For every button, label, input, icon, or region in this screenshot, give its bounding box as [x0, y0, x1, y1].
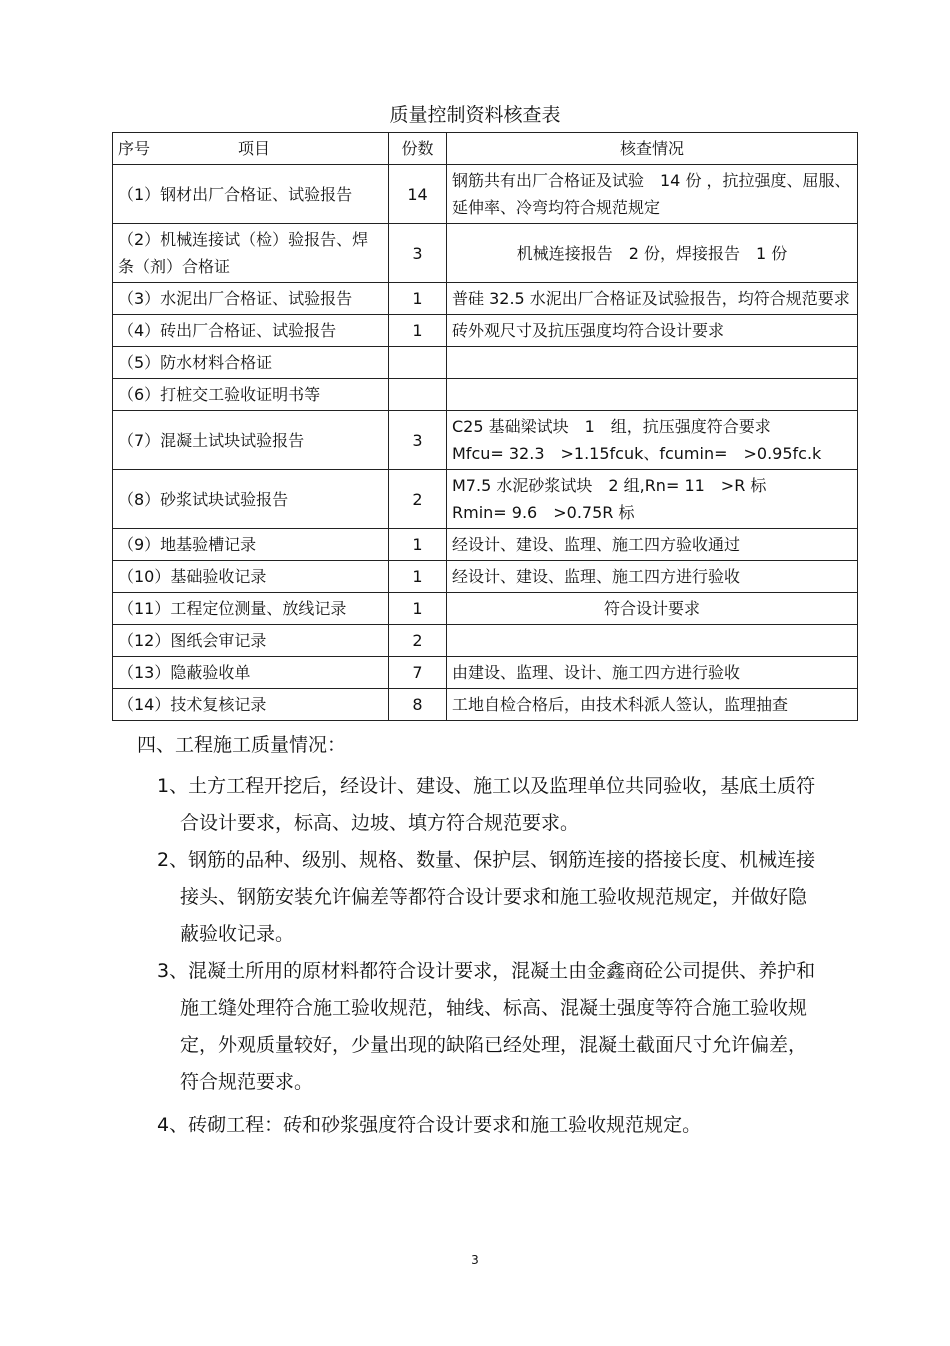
status-line: Mfcu= 32.3 >1.15fcuk、fcumin= >0.95fc.k: [452, 444, 822, 463]
count-cell: 1: [389, 315, 447, 347]
header-item: 项目: [238, 139, 271, 158]
paragraph-text: 钢筋的品种、级别、规格、数量、保护层、钢筋连接的搭接长度、机械连接接头、钢筋安装允许偏差等都符合设计要求和施工验收规范规定，并做好隐蔽验收记录。: [180, 849, 816, 945]
status-line: M7.5 水泥砂浆试块 2 组,Rn= 11 >R 标: [452, 476, 767, 495]
table-row: [113, 657, 858, 689]
status-cell: [447, 379, 858, 411]
item-cell: （1）钢材出厂合格证、试验报告: [113, 165, 389, 224]
table-row: [113, 470, 858, 529]
count-cell: 3: [389, 224, 447, 283]
count-cell: 1: [389, 283, 447, 315]
count-cell: [389, 379, 447, 411]
paragraph-text: 砖砌工程：砖和砂浆强度符合设计要求和施工验收规范规定。: [188, 1114, 702, 1136]
item-cell: （9）地基验槽记录: [113, 529, 389, 561]
table-row: [113, 165, 858, 224]
header-item-cell: [113, 133, 389, 165]
item-cell: （6）打桩交工验收证明书等: [113, 379, 389, 411]
item-cell: （13）隐蔽验收单: [113, 657, 389, 689]
status-cell: 经设计、建设、监理、施工四方进行验收: [447, 561, 858, 593]
item-cell: （4）砖出厂合格证、试验报告: [113, 315, 389, 347]
item-cell: （7）混凝土试块试验报告: [113, 411, 389, 470]
status-cell: 钢筋共有出厂合格证及试验 14 份 ，抗拉强度、屈服、延伸率、冷弯均符合规范规定: [447, 165, 858, 224]
paragraph-2: [157, 842, 820, 953]
section-heading: 四、工程施工质量情况：: [137, 734, 347, 756]
paragraph-number: 3、: [157, 960, 189, 982]
item-cell: （14）技术复核记录: [113, 689, 389, 721]
count-cell: 1: [389, 593, 447, 625]
item-cell: （5）防水材料合格证: [113, 347, 389, 379]
status-cell: 工地自检合格后，由技术科派人签认，监理抽查: [447, 689, 858, 721]
status-cell: 经设计、建设、监理、施工四方验收通过: [447, 529, 858, 561]
table-row: [113, 283, 858, 315]
status-cell: [447, 347, 858, 379]
table-row: [113, 689, 858, 721]
status-cell: 符合设计要求: [447, 593, 858, 625]
count-cell: 2: [389, 470, 447, 529]
page-number: 3: [471, 1253, 479, 1267]
item-cell: （8）砂浆试块试验报告: [113, 470, 389, 529]
count-cell: 3: [389, 411, 447, 470]
header-count: 份数: [389, 133, 447, 165]
item-cell: （11）工程定位测量、放线记录: [113, 593, 389, 625]
count-cell: 1: [389, 561, 447, 593]
item-cell: （3）水泥出厂合格证、试验报告: [113, 283, 389, 315]
header-seq: 序号: [118, 139, 151, 158]
status-cell: 砖外观尺寸及抗压强度均符合设计要求: [447, 315, 858, 347]
page-title: 质量控制资料核查表: [389, 104, 561, 126]
table-row: [113, 561, 858, 593]
paragraph-number: 2、: [157, 849, 189, 871]
status-cell: [447, 411, 858, 470]
table-row: [113, 411, 858, 470]
table-header-row: [113, 133, 858, 165]
count-cell: 14: [389, 165, 447, 224]
count-cell: 2: [389, 625, 447, 657]
paragraph-4: [157, 1107, 820, 1144]
count-cell: [389, 347, 447, 379]
paragraph-1: [157, 768, 820, 842]
status-cell: 机械连接报告 2 份，焊接报告 1 份: [447, 224, 858, 283]
status-line: Rmin= 9.6 >0.75R 标: [452, 503, 635, 522]
status-line: C25 基础梁试块 1 组，抗压强度符合要求: [452, 417, 771, 436]
item-cell: （10）基础验收记录: [113, 561, 389, 593]
header-status: 核查情况: [447, 133, 858, 165]
item-cell: （12）图纸会审记录: [113, 625, 389, 657]
table-row: [113, 315, 858, 347]
status-cell: [447, 470, 858, 529]
status-cell: 由建设、监理、设计、施工四方进行验收: [447, 657, 858, 689]
count-cell: 1: [389, 529, 447, 561]
paragraph-number: 4、: [157, 1114, 189, 1136]
count-cell: 8: [389, 689, 447, 721]
status-cell: 普硅 32.5 水泥出厂合格证及试验报告，均符合规范要求: [447, 283, 858, 315]
paragraph-3: [157, 953, 820, 1101]
item-cell: （2）机械连接试（检）验报告、焊条（剂）合格证: [113, 224, 389, 283]
table-row: [113, 625, 858, 657]
table-row: [113, 379, 858, 411]
paragraph-text: 混凝土所用的原材料都符合设计要求，混凝土由金鑫商砼公司提供、养护和施工缝处理符合施工验收规范，轴线、标高、混凝土强度等符合施工验收规定，外观质量较好，少量出现的缺陷已经处理，混凝土截面尺寸允许偏差，符合规范要求。: [180, 960, 816, 1093]
quality-check-table: [112, 132, 858, 721]
count-cell: 7: [389, 657, 447, 689]
table-row: [113, 224, 858, 283]
paragraph-number: 1、: [157, 775, 189, 797]
paragraph-text: 土方工程开挖后，经设计、建设、施工以及监理单位共同验收，基底土质符合设计要求，标高、边坡、填方符合规范要求。: [180, 775, 816, 834]
table-row: [113, 347, 858, 379]
table-row: [113, 593, 858, 625]
status-cell: [447, 625, 858, 657]
table-row: [113, 529, 858, 561]
